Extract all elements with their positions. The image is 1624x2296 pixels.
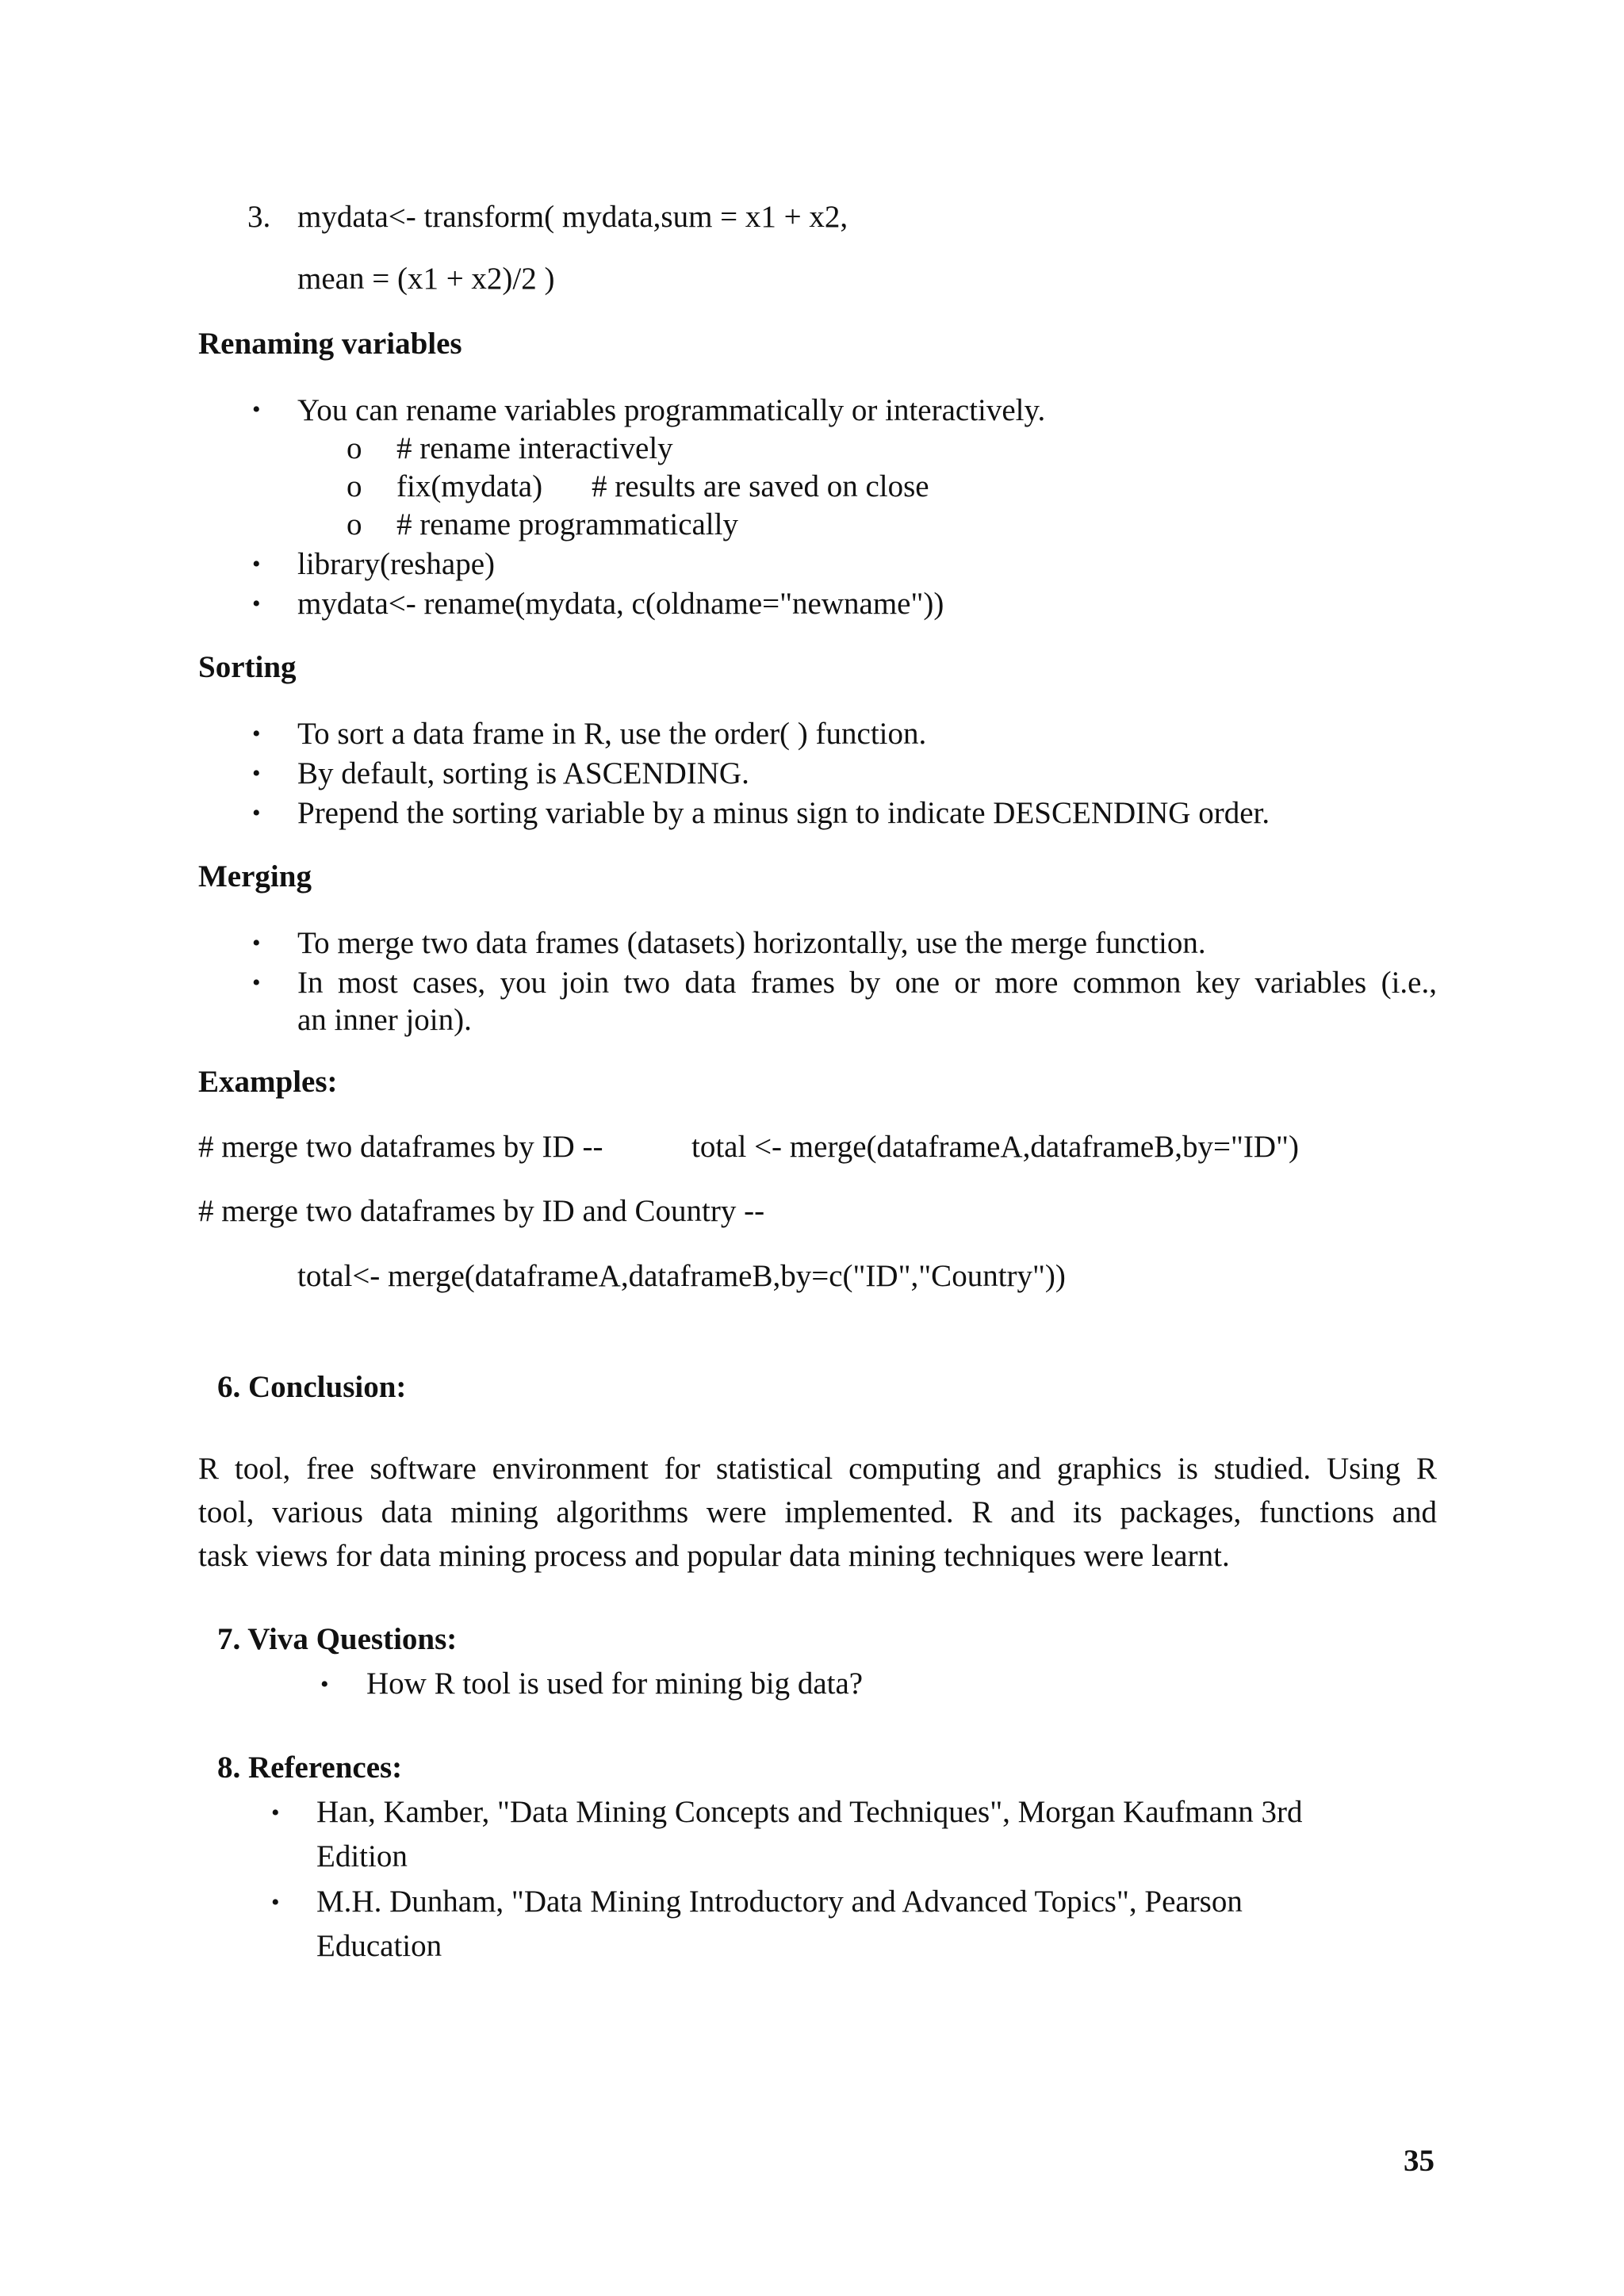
- list-item: You can rename variables programmatically or interactively.: [297, 393, 1046, 427]
- bullet-marker: •: [252, 760, 261, 786]
- section-heading-renaming: Renaming variables: [198, 327, 462, 361]
- sub-list-item: fix(mydata): [396, 469, 543, 503]
- bullet-marker: •: [252, 721, 261, 747]
- bullet-marker: •: [252, 591, 261, 617]
- example-comment: # merge two dataframes by ID and Country --: [198, 1194, 765, 1228]
- reference-item-continuation: Edition: [316, 1839, 408, 1873]
- sub-bullet-marker: o: [347, 507, 362, 541]
- bullet-marker: •: [252, 800, 261, 826]
- list-item: mydata<- rename(mydata, c(oldname="newname")): [297, 587, 944, 621]
- list-item: library(reshape): [297, 547, 496, 581]
- bullet-marker: •: [252, 930, 261, 956]
- bullet-marker: •: [252, 396, 261, 423]
- bullet-marker: •: [252, 970, 261, 996]
- bullet-marker: •: [271, 1889, 280, 1915]
- section-heading-conclusion: 6. Conclusion:: [217, 1370, 407, 1404]
- section-heading-merging: Merging: [198, 859, 312, 894]
- bullet-marker: •: [320, 1671, 329, 1697]
- example-comment: # merge two dataframes by ID --: [198, 1130, 603, 1164]
- list-item: In most cases, you join two data frames by one or more common key variables (i.e.,: [297, 966, 1437, 1000]
- example-code: total<- merge(dataframeA,dataframeB,by=c("ID","Country")): [297, 1259, 1066, 1293]
- paragraph-line: tool, various data mining algorithms were implemented. R and its packages, functions and: [198, 1495, 1437, 1529]
- section-heading-examples: Examples:: [198, 1065, 338, 1099]
- reference-item: Han, Kamber, "Data Mining Concepts and Techniques", Morgan Kaufmann 3rd: [316, 1795, 1303, 1829]
- code-line: mean = (x1 + x2)/2 ): [297, 262, 555, 296]
- list-item: To sort a data frame in R, use the order( ) function.: [297, 717, 927, 751]
- example-code: total <- merge(dataframeA,dataframeB,by="ID"): [691, 1130, 1299, 1164]
- sub-list-item: # rename interactively: [396, 431, 673, 465]
- sub-bullet-marker: o: [347, 469, 362, 503]
- reference-item-continuation: Education: [316, 1929, 442, 1963]
- reference-item: M.H. Dunham, "Data Mining Introductory and Advanced Topics", Pearson: [316, 1885, 1243, 1919]
- page-number: 35: [1404, 2144, 1434, 2178]
- list-item: By default, sorting is ASCENDING.: [297, 756, 749, 790]
- sub-list-item-comment: # results are saved on close: [592, 469, 929, 503]
- list-number: 3.: [247, 200, 271, 234]
- bullet-marker: •: [271, 1800, 280, 1826]
- section-heading-sorting: Sorting: [198, 650, 297, 684]
- list-item: To merge two data frames (datasets) horizontally, use the merge function.: [297, 926, 1206, 960]
- list-item: Prepend the sorting variable by a minus sign to indicate DESCENDING order.: [297, 796, 1270, 830]
- list-item-continuation: an inner join).: [297, 1003, 472, 1037]
- list-item: How R tool is used for mining big data?: [366, 1667, 864, 1701]
- sub-list-item: # rename programmatically: [396, 507, 738, 541]
- code-line: mydata<- transform( mydata,sum = x1 + x2,: [297, 200, 848, 234]
- paragraph-line: task views for data mining process and popular data mining techniques were learnt.: [198, 1539, 1230, 1573]
- sub-bullet-marker: o: [347, 431, 362, 465]
- section-heading-viva: 7. Viva Questions:: [217, 1622, 458, 1656]
- paragraph-line: R tool, free software environment for statistical computing and graphics is studied. Using R: [198, 1452, 1437, 1486]
- bullet-marker: •: [252, 551, 261, 577]
- section-heading-references: 8. References:: [217, 1751, 403, 1785]
